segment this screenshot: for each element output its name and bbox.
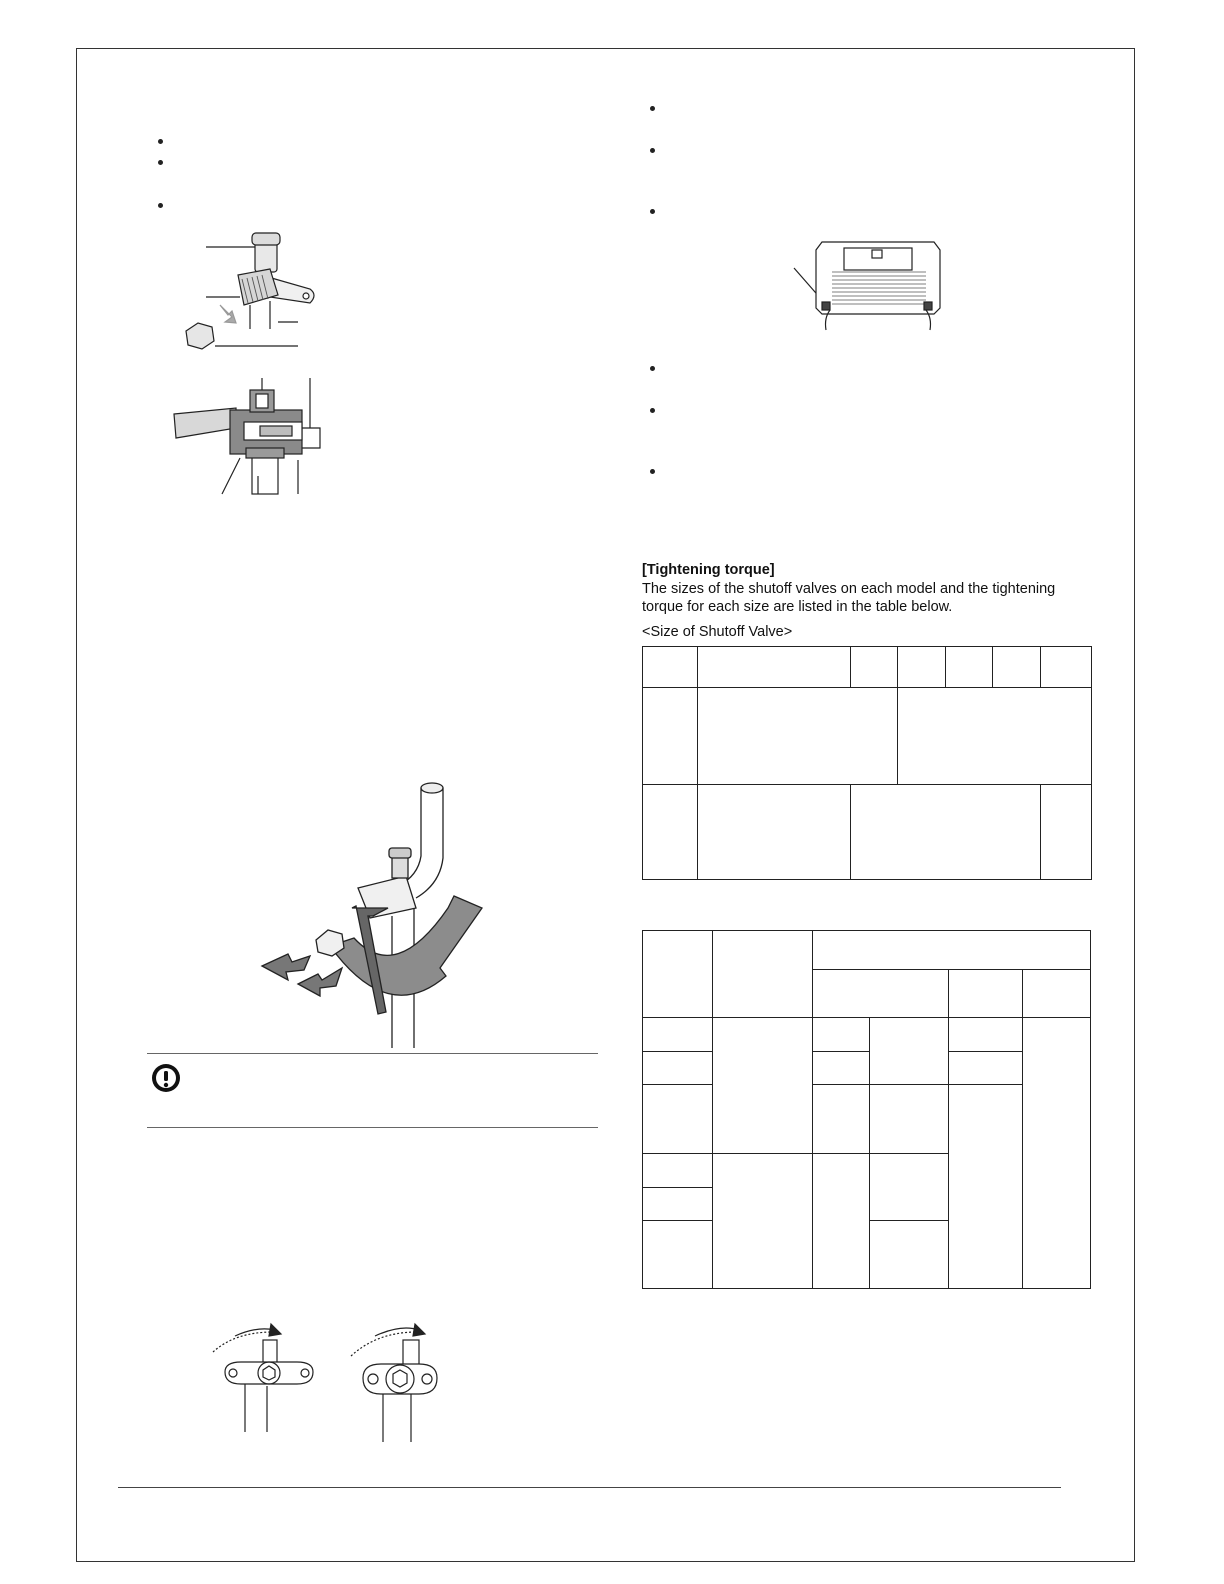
table-cell [643, 785, 698, 880]
table-cell [643, 688, 698, 785]
table-cell [812, 970, 949, 1018]
table-cell [643, 1153, 713, 1187]
bullet [650, 148, 655, 153]
caution-bottom-rule [147, 1127, 598, 1128]
table-cell [643, 1187, 713, 1220]
valve-size-table [642, 646, 1092, 880]
table-cell [1041, 647, 1092, 688]
table-cell [850, 785, 1041, 880]
bullet [158, 160, 163, 165]
section-heading: [Tightening torque] [642, 562, 775, 578]
table-cell [812, 1153, 870, 1288]
exclamation-icon [150, 1062, 182, 1094]
bullet [650, 408, 655, 413]
bullet [650, 209, 655, 214]
table-cell [949, 1052, 1023, 1085]
table-cell [946, 647, 993, 688]
table-cell [643, 1220, 713, 1288]
table-cell [870, 1220, 949, 1288]
table-cell [812, 931, 1090, 970]
valve-rotation-diagrams [205, 1322, 445, 1444]
table-cell [712, 1018, 812, 1153]
bullet [158, 139, 163, 144]
table-cell [949, 1085, 1023, 1289]
table-caption: <Size of Shutoff Valve> [642, 624, 793, 640]
table-cell [812, 1085, 870, 1153]
footer-rule [118, 1487, 1061, 1488]
table-cell [1041, 785, 1092, 880]
table-cell [870, 1153, 949, 1220]
table-cell [850, 647, 898, 688]
table-cell [1023, 970, 1091, 1018]
shutoff-valve-section-diagram [170, 376, 340, 496]
table-cell [898, 647, 946, 688]
section-intro: The sizes of the shutoff valves on each model and the tightening torque for each size are listed in the table below. [642, 581, 1056, 615]
table-cell [812, 1052, 870, 1085]
caution-top-rule [147, 1053, 598, 1054]
table-cell [697, 647, 850, 688]
bullet [650, 106, 655, 111]
table-cell [949, 1018, 1023, 1052]
torque-table [642, 930, 1091, 1289]
shutoff-valve-cap-diagram [170, 225, 330, 355]
bullet [650, 366, 655, 371]
table-cell [643, 1018, 713, 1052]
table-cell [697, 785, 850, 880]
table-cell [643, 1052, 713, 1085]
table-cell [870, 1018, 949, 1085]
bullet [158, 203, 163, 208]
hex-wrench-operation-diagram [258, 776, 498, 1048]
table-cell [643, 1085, 713, 1153]
bullet [650, 469, 655, 474]
valve-cap-thread-detail [792, 238, 944, 334]
table-cell [898, 688, 1092, 785]
table-cell [993, 647, 1041, 688]
table-cell [643, 647, 698, 688]
table-cell [643, 931, 713, 1018]
table-cell [712, 931, 812, 1018]
table-cell [1023, 1018, 1091, 1289]
table-cell [712, 1153, 812, 1288]
table-cell [870, 1085, 949, 1153]
table-cell [812, 1018, 870, 1052]
table-cell [949, 970, 1023, 1018]
table-cell [697, 688, 898, 785]
